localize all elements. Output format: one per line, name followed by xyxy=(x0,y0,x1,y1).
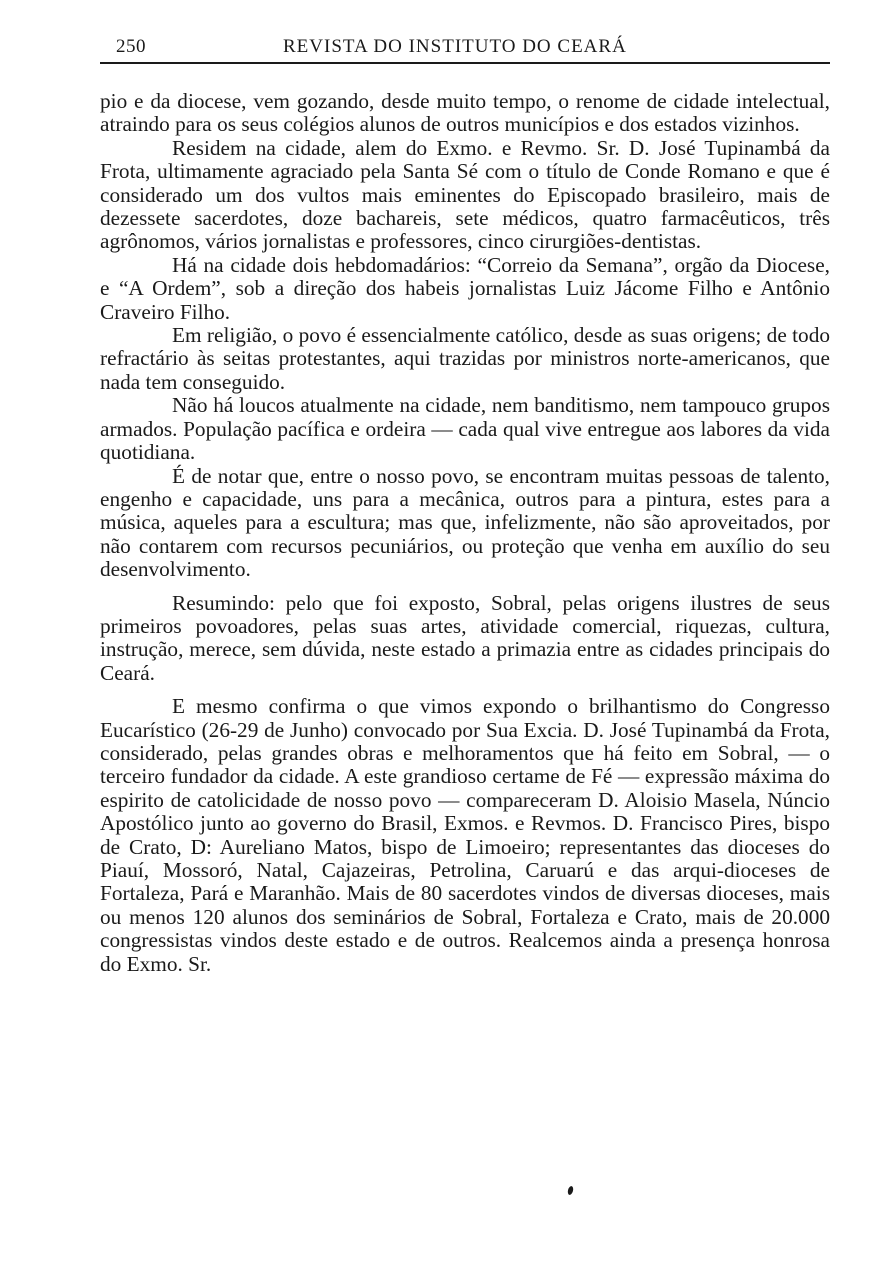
paragraph-congress: E mesmo confirma o que vimos expondo o brilhantismo do Congresso Eucarístico (26-29 de Junho) convocado por Sua Excia. D. José Tupinambá da Frota, considerado, pelas grandes obras e melhoramentos que há feito em Sobral, — o terceiro fundador da cidade. A este grandioso certame de Fé — expressão máxima do espirito de catolicidade de nosso povo — compareceram D. Aloisio Masela, Núncio Apostólico junto ao governo do Brasil, Exmos. e Revmos. D. Francisco Pires, bispo de Crato, D: Aureliano Matos, bispo de Limoeiro; representantes das dioceses do Piauí, Mossoró, Natal, Cajazeiras, Petrolina, Caruarú e das arqui-dioceses de Fortaleza, Pará e Maranhão. Mais de 80 sacerdotes vindos de diversas dioceses, mais ou menos 120 alunos dos seminários de Sobral, Fortaleza e Crato, mais de 20.000 congressistas vindos deste estado e de outros. Realcemos ainda a presença honrosa do Exmo. Sr. xyxy=(100,694,830,976)
journal-title: REVISTA DO INSTITUTO DO CEARÁ xyxy=(283,36,627,57)
paragraph-religion: Em religião, o povo é essencialmente católico, desde as suas origens; de todo refractário às seitas protestantes, aqui trazidas por ministros norte-americanos, que nada tem conseguido. xyxy=(100,323,830,394)
paragraph-continuation: pio e da diocese, vem gozando, desde muito tempo, o renome de cidade intelectual, atraindo para os seus colégios alunos de outros municípios e dos estados vizinhos. xyxy=(100,89,830,137)
paragraph-summary: Resumindo: pelo que foi exposto, Sobral, pelas origens ilustres de seus primeiros povoadores, pelas suas artes, atividade comercial, riquezas, cultura, instrução, merece, sem dúvida, neste estado a primazia entre as cidades principais do Ceará. xyxy=(100,590,830,685)
print-speck xyxy=(567,1186,574,1196)
paragraph-residents: Residem na cidade, alem do Exmo. e Revmo. Sr. D. José Tupinambá da Frota, ultimamente agraciado pela Santa Sé com o título de Conde Romano e que é considerado um dos vultos mais eminentes do Episcopado brasileiro, mais de dezessete sacerdotes, doze bachareis, sete médicos, quatro farmacêuticos, três agrônomos, vários jornalistas e professores, cinco cirurgiões-dentistas. xyxy=(100,135,830,254)
page-number: 250 xyxy=(116,36,146,57)
paragraph-talent: É de notar que, entre o nosso povo, se encontram muitas pessoas de talento, engenho e capacidade, uns para a mecânica, outros para a pintura, estes para a música, aqueles para a escultura; mas que, infelizmente, não são aproveitados, por não contarem com recursos pecuniários, ou proteção que venha em auxílio do seu desenvolvimento. xyxy=(100,463,830,582)
article-body xyxy=(100,90,830,976)
paragraph-order: Não há loucos atualmente na cidade, nem banditismo, nem tampouco grupos armados. População pacífica e ordeira — cada qual vive entregue aos labores da vida quotidiana. xyxy=(100,393,830,465)
header-rule xyxy=(100,62,830,64)
paragraph-newspapers: Há na cidade dois hebdomadários: “Correio da Semana”, orgão da Diocese, e “A Ordem”, sob a direção dos habeis jornalistas Luiz Jácome Filho e Antônio Craveiro Filho. xyxy=(100,252,830,324)
running-header xyxy=(100,36,830,62)
